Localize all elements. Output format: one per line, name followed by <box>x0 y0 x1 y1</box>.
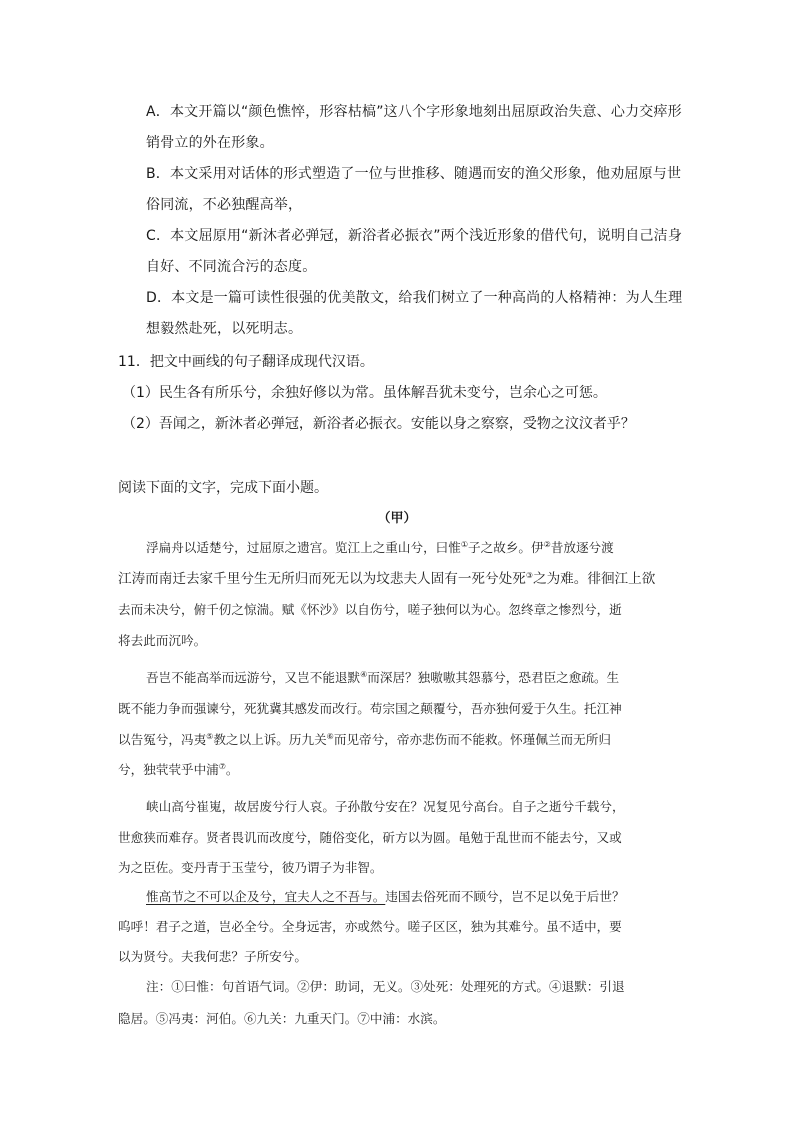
option-c <box>146 221 686 283</box>
option-c-line1: C．本文屈原用“新沐者必弹冠，新浴者必振衣”两个浅近形象的借代句，说明自己洁身 <box>146 228 683 244</box>
p4-line1: 惟高节之不可以企及兮，宜夫人之不吾与。违国去俗死而不顾兮，岂不足以免于后世？ <box>146 889 625 904</box>
footnote-7-marker: ⑦ <box>218 762 226 771</box>
footnote-4-marker: ④ <box>360 670 368 679</box>
p1-line2: 江涛而南迁去家千里兮生无所归而死无以为坟悲夫人固有一死兮处死③之为难。徘徊江上欲 <box>118 571 656 587</box>
option-d <box>146 283 686 345</box>
option-b <box>146 159 686 221</box>
p4-line3: 以为贤兮。夫我何悲？子所安兮。 <box>118 949 307 964</box>
option-a-line2: 销骨立的外在形象。 <box>146 135 274 151</box>
p4-line2: 呜呼！君子之道，岂必全兮。全身远害，亦或然兮。嗟子区区，独为其难兮。虽不适中，要 <box>118 919 622 934</box>
footnote-2-marker: ② <box>543 540 551 549</box>
option-a-line1: A．本文开篇以“颜色憔悴，形容枯槁”这八个字形象地刻出屈原政治失意、心力交瘁形 <box>146 104 682 120</box>
p2-line4: 兮，独茕茕乎中浦⑦。 <box>118 762 239 777</box>
p1-line1: 浮扁舟以适楚兮，过屈原之遗宫。览江上之重山兮，曰惟①子之故乡。伊②昔放逐兮渡 <box>146 540 614 555</box>
footnote-3-marker: ③ <box>525 571 533 580</box>
option-b-line1: B．本文采用对话体的形式塑造了一位与世推移、随遇而安的渔父形象，他劝屈原与世 <box>146 166 682 182</box>
p3-line3: 为之臣佐。变丹青于玉莹兮，彼乃谓子为非智。 <box>118 860 383 875</box>
question-11-stem: 11．把文中画线的句子翻译成现代汉语。 <box>118 354 374 370</box>
notes-line1: 注：①曰惟：句首语气词。②伊：助词，无义。③处死：处理死的方式。④退默：引退 <box>146 979 625 994</box>
option-a <box>146 97 686 159</box>
option-b-line2: 俗同流，不必独醒高举， <box>146 197 303 213</box>
footnote-5-marker: ⑤ <box>206 732 214 741</box>
p2-line3: 以告冤兮，冯夷⑤教之以上诉。历九关⑥而见帝兮，帝亦悲伤而不能救。怀瑾佩兰而无所归 <box>118 732 611 747</box>
option-d-line2: 想毅然赴死，以死明志。 <box>146 321 303 337</box>
footnote-1-marker: ① <box>460 540 469 549</box>
p1-line4: 将去此而沉吟。 <box>118 633 207 648</box>
option-d-line1: D．本文是一篇可读性很强的优美散文，给我们树立了一种高尚的人格精神：为人生理 <box>146 290 683 306</box>
reading-instruction: 阅读下面的文字，完成下面小题。 <box>118 480 328 496</box>
p2-line2: 既不能力争而强谏兮，死犹冀其感发而改行。苟宗国之颠覆兮，吾亦独何爱于久生。托江神 <box>118 701 622 716</box>
notes-line2: 隐居。⑤冯夷：河伯。⑥九关：九重天门。⑦中浦：水滨。 <box>118 1011 446 1026</box>
underlined-sentence: 惟高节之不可以企及兮，宜夫人之不吾与。 <box>146 889 386 904</box>
p2-line1: 吾岂不能高举而远游兮，又岂不能退默④而深居？独嗷嗷其怨慕兮，恐君臣之愈疏。生 <box>146 670 620 685</box>
p3-line1: 峡山高兮崔嵬，故居废兮行人哀。子孙散兮安在？况复见兮高台。自子之逝兮千载兮， <box>146 799 625 814</box>
passage-title: （甲） <box>377 511 417 526</box>
p1-line3: 去而未决兮，俯千仞之惊湍。赋《怀沙》以自伤兮，嗟子独何以为心。忽终章之惨烈兮，逝 <box>118 602 622 617</box>
option-c-line2: 自好、不同流合污的态度。 <box>146 259 317 275</box>
question-11-sentence-2: （2）吾闻之，新沐者必弹冠，新浴者必振衣。安能以身之察察，受物之汶汶者乎？ <box>122 416 635 432</box>
footnote-6-marker: ⑥ <box>326 732 334 741</box>
p3-line2: 世愈狭而难存。贤者畏讥而改度兮，随俗变化，斫方以为圆。黾勉于乱世而不能去兮，又或 <box>118 830 622 845</box>
question-11-sentence-1: （1）民生各有所乐兮，余独好修以为常。虽体解吾犹未变兮，岂余心之可惩。 <box>122 385 607 401</box>
